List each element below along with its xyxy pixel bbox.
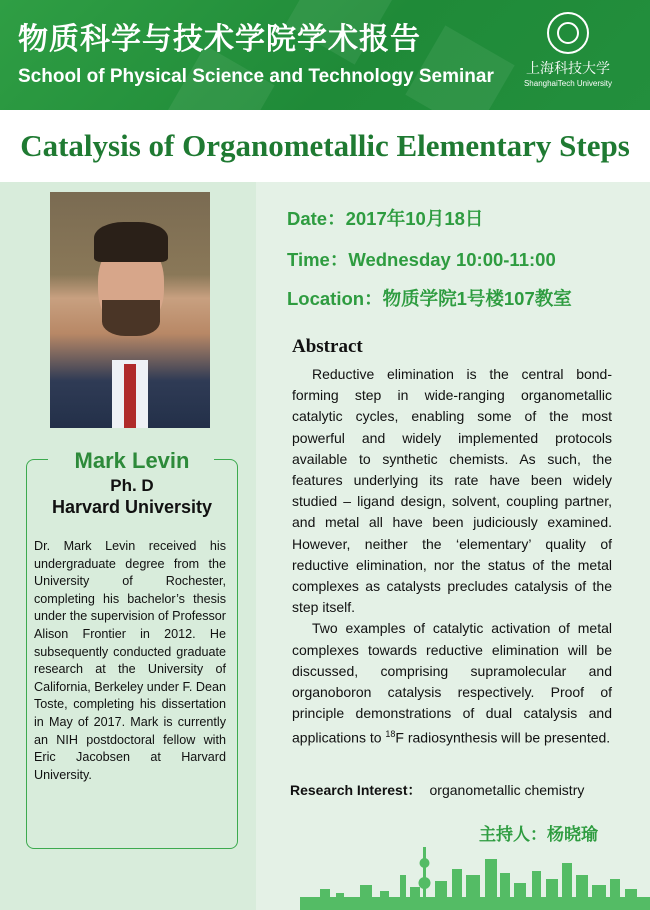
logo-name-en: ShanghaiTech University [523,79,613,88]
abstract-paragraph-2-text: Two examples of catalytic activation of metal complexes towards reductive elimination will be discussed, comprising supramolecular and organoboron catalysis respectively. Proof of principle demonstrations of dual catalysis and applications to [292,620,612,747]
university-logo [513,12,623,88]
speaker-affiliation: Harvard University [51,497,213,517]
header-title-en: School of Physical Science and Technology Seminar [18,66,494,87]
abstract-paragraph-2-end: F radiosynthesis will be presented. [395,730,611,747]
research-interest [290,780,584,800]
abstract-body [292,364,612,749]
talk-date: Date：2017年10月18日 [287,208,484,229]
isotope-superscript: 18 [385,729,396,740]
university-emblem-icon [547,12,589,54]
host: 主持人：杨晓瑜 [479,825,598,845]
talk-location: Location：物质学院1号楼107教室 [287,288,572,309]
abstract-heading: Abstract [292,336,363,357]
photo-tie [124,364,136,428]
speaker-bio: Dr. Mark Levin received his undergraduate degree from the University of Rochester, completing his bachelor’s thesis under the supervision of Professor Alison Frontier in 2012. He subsequently conducted graduate research at the University of California, Berkeley under F. Dean Toste, completing his dissertation in May of 2017. Mark is currently an NIH postdoctoral fellow with Eric Jacobsen at Harvard University. [34,539,226,782]
talk-title: Catalysis of Organometallic Elementary Steps [20,128,630,163]
city-skyline-graphic [300,845,650,910]
logo-name-cn: 上海科技大学 [526,61,610,77]
header-title-cn: 物质科学与技术学院学术报告 [18,22,421,57]
photo-hair [94,222,168,262]
speaker-photo [50,192,210,428]
research-interest-label: Research Interest： [290,782,422,798]
speaker-name: Mark Levin [74,448,190,473]
research-interest-value: organometallic chemistry [429,782,585,798]
speaker-degree: Ph. D [110,476,154,495]
abstract-paragraph-2 [292,618,612,749]
abstract-paragraph-1: Reductive elimination is the central bond-forming step in wide-ranging organometallic catalytic cycles, enabling some of the most powerful and widely implemented protocols available to synthetic chemists. As such, the features underlying its rate have been widely studied – ligand design, solvent, coupling partner, and metal all have been judiciously examined. However, neither the ‘elementary’ quality of reductive elimination, nor the status of the metal complexes as catalysts precludes catalysis of the step itself. [292,366,612,616]
photo-beard [102,300,160,336]
talk-time: Time：Wednesday 10:00-11:00 [287,249,556,270]
header-banner [0,0,650,110]
